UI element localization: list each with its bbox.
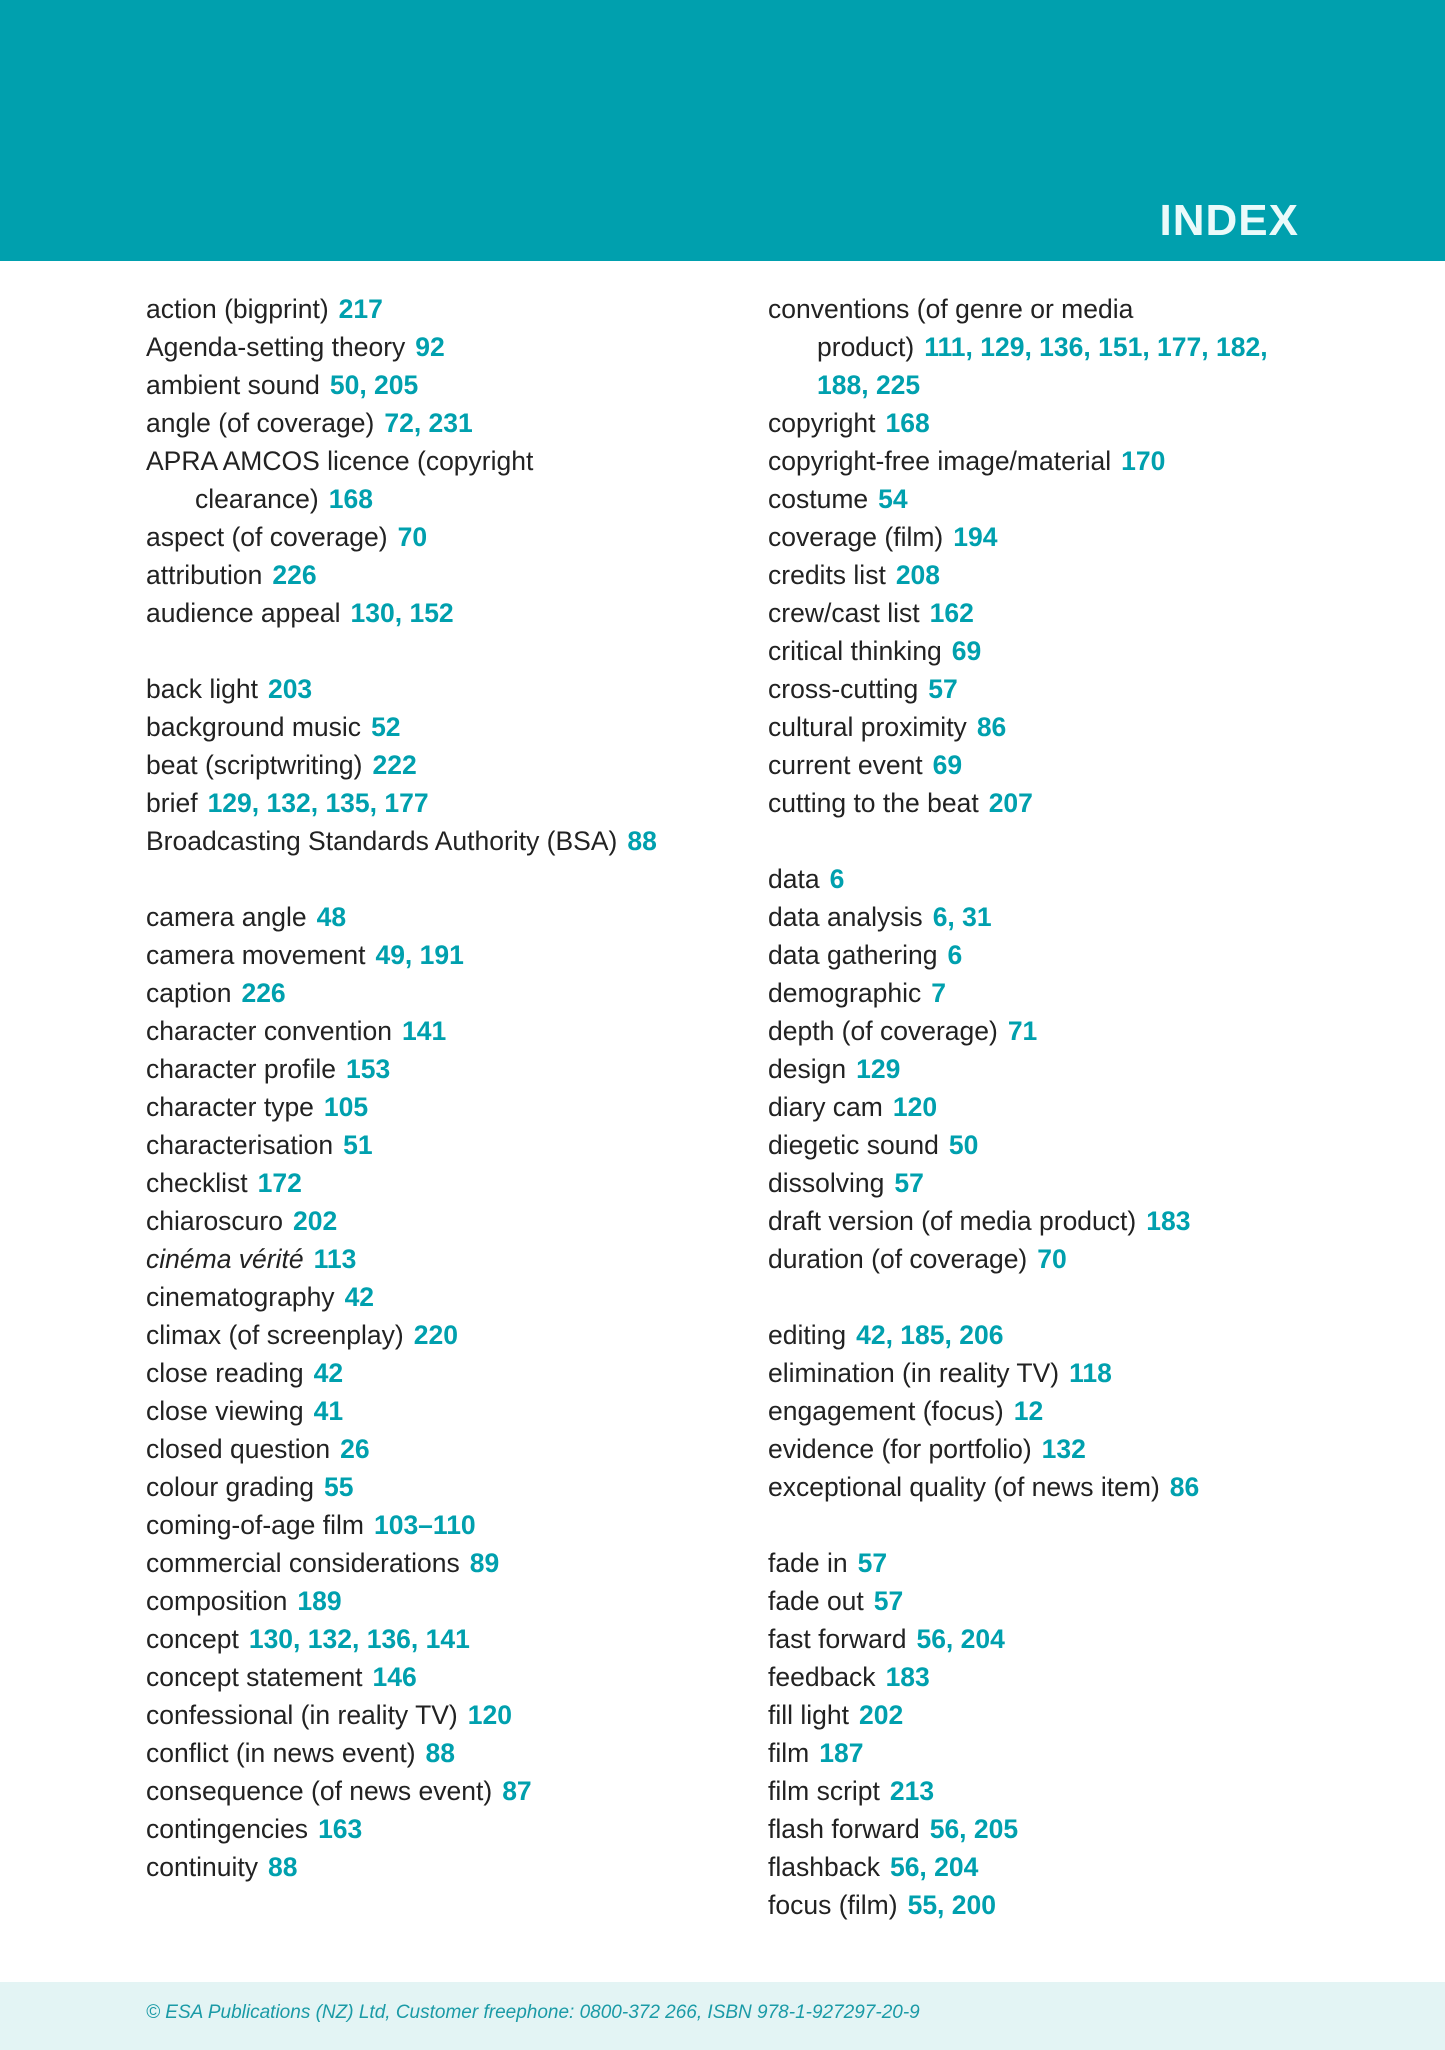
index-entry (146, 1544, 746, 1582)
index-term: confessional (in reality TV) (146, 1700, 458, 1730)
index-entry (146, 898, 746, 936)
index-entry (768, 1430, 1308, 1468)
index-entry (146, 366, 746, 404)
index-entry (768, 1848, 1308, 1886)
index-term: cross-cutting (768, 674, 919, 704)
index-entry (146, 1658, 746, 1696)
index-entry (146, 594, 746, 632)
index-term: coverage (film) (768, 522, 944, 552)
index-entry (146, 1696, 746, 1734)
index-term: close reading (146, 1358, 304, 1388)
page-references: 92 (415, 332, 445, 362)
index-term: contingencies (146, 1814, 309, 1844)
index-term: consequence (of news event) (146, 1776, 493, 1806)
index-term: costume (768, 484, 869, 514)
index-term: checklist (146, 1168, 248, 1198)
index-term: climax (of screenplay) (146, 1320, 404, 1350)
page-references: 6, 31 (932, 902, 992, 932)
page-references: 86 (976, 712, 1007, 742)
page-references: 203 (267, 674, 313, 704)
index-term: brief (146, 788, 198, 818)
index-entry (768, 1620, 1308, 1658)
index-term: beat (scriptwriting) (146, 750, 363, 780)
index-term: Broadcasting Standards Authority (BSA) (146, 826, 618, 856)
index-term: background music (146, 712, 362, 742)
index-term: colour grading (146, 1472, 314, 1502)
index-term: commercial considerations (146, 1548, 460, 1578)
index-term: close viewing (146, 1396, 304, 1426)
index-term: credits list (768, 560, 886, 590)
page-references: 70 (1037, 1244, 1067, 1274)
page-references: 146 (372, 1662, 417, 1692)
page-references: 26 (340, 1434, 370, 1464)
page-references: 130, 152 (350, 598, 454, 628)
page-references: 213 (889, 1776, 935, 1806)
index-entry (146, 746, 746, 784)
index-term: continuity (146, 1852, 258, 1882)
index-entry (768, 556, 1308, 594)
index-entry (768, 898, 1308, 936)
index-entry (146, 1202, 746, 1240)
page-references: 50, 205 (329, 370, 419, 400)
page-references: 49, 191 (375, 940, 464, 970)
index-entry (768, 1582, 1308, 1620)
index-letter-group (146, 290, 746, 632)
index-entry (768, 290, 1308, 404)
index-letter-group (768, 290, 1308, 822)
index-entry (768, 860, 1308, 898)
index-entry (146, 670, 746, 708)
page-references: 217 (338, 294, 383, 324)
page-references: 222 (372, 750, 417, 780)
page-references: 226 (241, 978, 286, 1008)
page-references: 207 (988, 788, 1033, 818)
index-term: concept statement (146, 1662, 363, 1692)
page-references: 56, 204 (916, 1624, 1005, 1654)
page-references: 6 (829, 864, 845, 894)
page-references: 57 (894, 1168, 924, 1198)
page-references: 42, 185, 206 (856, 1320, 1004, 1350)
index-term: attribution (146, 560, 263, 590)
page-references: 72, 231 (384, 408, 473, 438)
index-entry (146, 1126, 746, 1164)
index-entry (768, 708, 1308, 746)
index-entry (146, 1468, 746, 1506)
index-entry (768, 1392, 1308, 1430)
index-entry (768, 1126, 1308, 1164)
page-references: 88 (267, 1852, 298, 1882)
page-references: 88 (425, 1738, 456, 1768)
page-references: 42 (344, 1282, 375, 1312)
index-term: conventions (of genre or media (768, 294, 1134, 324)
page-references: 168 (328, 484, 373, 514)
index-column-left (146, 290, 746, 1924)
index-entry (768, 1240, 1308, 1278)
page-header (0, 0, 1445, 261)
index-entry (146, 1810, 746, 1848)
index-term: editing (768, 1320, 847, 1350)
page-references: 129 (856, 1054, 901, 1084)
index-term: diary cam (768, 1092, 883, 1122)
index-term: camera angle (146, 902, 307, 932)
page-references: 172 (257, 1168, 302, 1198)
index-term: action (bigprint) (146, 294, 329, 324)
index-entry (146, 974, 746, 1012)
page-footer (0, 1982, 1445, 2050)
index-letter-group (768, 1316, 1308, 1506)
index-term: back light (146, 674, 258, 704)
page-references: 202 (292, 1206, 338, 1236)
index-entry (768, 1088, 1308, 1126)
page-references: 103–110 (373, 1510, 476, 1540)
page-references: 52 (371, 712, 401, 742)
index-letter-group (146, 670, 746, 860)
index-letter-group (768, 1544, 1308, 1924)
page-references: 88 (627, 826, 657, 856)
page-references: 194 (953, 522, 998, 552)
index-term: camera movement (146, 940, 366, 970)
index-entry (146, 1392, 746, 1430)
index-term: character profile (146, 1054, 337, 1084)
page-references: 120 (892, 1092, 938, 1122)
index-entry (146, 708, 746, 746)
index-entry (768, 518, 1308, 556)
page-references: 41 (313, 1396, 344, 1426)
page-references: 226 (272, 560, 317, 590)
page-references: 69 (932, 750, 963, 780)
page-references: 56, 205 (929, 1814, 1019, 1844)
page-references: 86 (1169, 1472, 1200, 1502)
page-references: 141 (402, 1016, 447, 1046)
index-term: demographic (768, 978, 922, 1008)
page-references: 220 (413, 1320, 458, 1350)
index-term: flashback (768, 1852, 880, 1882)
page-references: 105 (323, 1092, 369, 1122)
index-term: feedback (768, 1662, 876, 1692)
index-entry (768, 1202, 1308, 1240)
index-term-continued: product) (817, 332, 915, 362)
index-entry (768, 784, 1308, 822)
page-references: 57 (928, 674, 958, 704)
page-references: 183 (885, 1662, 930, 1692)
page-references: 183 (1146, 1206, 1191, 1236)
index-term: copyright (768, 408, 876, 438)
index-term: design (768, 1054, 847, 1084)
index-entry (146, 442, 746, 518)
index-entry (146, 784, 746, 822)
index-entry (146, 1050, 746, 1088)
index-entry (146, 1582, 746, 1620)
page-references: 153 (346, 1054, 391, 1084)
index-term: fill light (768, 1700, 850, 1730)
index-term: caption (146, 978, 232, 1008)
index-entry (768, 1050, 1308, 1088)
index-letter-group (768, 860, 1308, 1278)
index-term: film script (768, 1776, 880, 1806)
page-references: 70 (397, 522, 428, 552)
page-references: 163 (318, 1814, 363, 1844)
page-references: 129, 132, 135, 177 (207, 788, 429, 818)
index-entry (146, 290, 746, 328)
index-entry (768, 746, 1308, 784)
page-references: 208 (895, 560, 941, 590)
index-term: data gathering (768, 940, 938, 970)
index-term: flash forward (768, 1814, 920, 1844)
index-entry (146, 1354, 746, 1392)
index-entry (146, 1164, 746, 1202)
index-term: evidence (for portfolio) (768, 1434, 1032, 1464)
index-term: composition (146, 1586, 288, 1616)
index-term: dissolving (768, 1168, 885, 1198)
index-term: character type (146, 1092, 314, 1122)
index-entry (146, 1316, 746, 1354)
index-term: data analysis (768, 902, 923, 932)
page-references: 111, 129, 136, 151, 177, 182, 188, 225 (817, 332, 1268, 400)
page-references: 56, 204 (889, 1852, 979, 1882)
index-entry (768, 1354, 1308, 1392)
index-entry (768, 1696, 1308, 1734)
page-references: 132 (1041, 1434, 1086, 1464)
page-references: 130, 132, 136, 141 (248, 1624, 470, 1654)
index-entry (768, 1164, 1308, 1202)
index-term: cinéma vérité (146, 1244, 304, 1274)
index-term: character convention (146, 1016, 393, 1046)
index-entry (768, 632, 1308, 670)
page-references: 57 (873, 1586, 904, 1616)
index-term: elimination (in reality TV) (768, 1358, 1060, 1388)
index-term: diegetic sound (768, 1130, 939, 1160)
index-entry (768, 442, 1308, 480)
index-term: focus (film) (768, 1890, 898, 1920)
index-entry (768, 1468, 1308, 1506)
index-term: exceptional quality (of news item) (768, 1472, 1160, 1502)
index-term: current event (768, 750, 923, 780)
index-entry (146, 1620, 746, 1658)
page-references: 12 (1013, 1396, 1044, 1426)
copyright-text: © ESA Publications (NZ) Ltd, Customer freephone: 0800-372 266, ISBN 978-1-927297-20-9 (146, 2002, 920, 2023)
index-entry (768, 1658, 1308, 1696)
index-term: draft version (of media product) (768, 1206, 1137, 1236)
index-term: angle (of coverage) (146, 408, 375, 438)
page-references: 48 (316, 902, 347, 932)
index-term: characterisation (146, 1130, 334, 1160)
index-term-continued: clearance) (195, 484, 319, 514)
index-entry (146, 1278, 746, 1316)
index-term: cinematography (146, 1282, 335, 1312)
page-references: 113 (313, 1244, 357, 1274)
page-references: 202 (859, 1700, 904, 1730)
index-term: data (768, 864, 820, 894)
index-entry (146, 1430, 746, 1468)
index-term: closed question (146, 1434, 331, 1464)
index-term: critical thinking (768, 636, 942, 666)
index-term: aspect (of coverage) (146, 522, 388, 552)
page-references: 54 (878, 484, 908, 514)
index-entry (768, 1012, 1308, 1050)
index-term: fast forward (768, 1624, 907, 1654)
page-references: 120 (467, 1700, 512, 1730)
index-entry (146, 1088, 746, 1126)
page-references: 55, 200 (907, 1890, 996, 1920)
page-references: 170 (1121, 446, 1166, 476)
index-entry (146, 936, 746, 974)
index-term: film (768, 1738, 810, 1768)
index-entry (146, 1848, 746, 1886)
index-entry (768, 1544, 1308, 1582)
page-references: 50 (948, 1130, 979, 1160)
index-entry (146, 556, 746, 594)
page-references: 42 (313, 1358, 344, 1388)
index-entry (768, 1316, 1308, 1354)
page-references: 57 (857, 1548, 888, 1578)
index-column-right (768, 290, 1308, 1962)
index-entry (146, 1012, 746, 1050)
index-entry (768, 1734, 1308, 1772)
page-references: 162 (929, 598, 974, 628)
index-term: conflict (in news event) (146, 1738, 416, 1768)
index-entry (768, 1886, 1308, 1924)
index-term: audience appeal (146, 598, 341, 628)
index-entry (146, 328, 746, 366)
page-references: 89 (469, 1548, 500, 1578)
page-references: 189 (297, 1586, 342, 1616)
page-title: INDEX (1159, 196, 1299, 245)
index-entry (768, 936, 1308, 974)
index-term: chiaroscuro (146, 1206, 283, 1236)
page-references: 87 (502, 1776, 532, 1806)
page-references: 118 (1069, 1358, 1112, 1388)
index-entry (768, 1810, 1308, 1848)
index-term: cutting to the beat (768, 788, 979, 818)
index-term: concept (146, 1624, 239, 1654)
index-entry (768, 480, 1308, 518)
index-entry (146, 822, 746, 860)
page-references: 71 (1007, 1016, 1038, 1046)
page-references: 69 (951, 636, 982, 666)
index-term: depth (of coverage) (768, 1016, 998, 1046)
index-entry (768, 974, 1308, 1012)
index-entry (768, 1772, 1308, 1810)
index-term: engagement (focus) (768, 1396, 1004, 1426)
index-term: fade out (768, 1586, 864, 1616)
index-entry (146, 1240, 746, 1278)
index-term: duration (of coverage) (768, 1244, 1028, 1274)
page-references: 7 (931, 978, 946, 1008)
page-references: 168 (885, 408, 930, 438)
index-letter-group (146, 898, 746, 1886)
index-term: copyright-free image/material (768, 446, 1112, 476)
index-term: crew/cast list (768, 598, 920, 628)
page-references: 51 (343, 1130, 373, 1160)
index-term: fade in (768, 1548, 848, 1578)
index-entry (146, 404, 746, 442)
page-references: 187 (819, 1738, 864, 1768)
index-entry (146, 1506, 746, 1544)
page-references: 6 (947, 940, 963, 970)
index-entry (146, 518, 746, 556)
index-entry (768, 594, 1308, 632)
index-entry (146, 1734, 746, 1772)
index-term: APRA AMCOS licence (copyright (146, 446, 534, 476)
index-entry (768, 404, 1308, 442)
index-term: ambient sound (146, 370, 320, 400)
index-term: Agenda-setting theory (146, 332, 406, 362)
index-term: cultural proximity (768, 712, 967, 742)
page-references: 55 (323, 1472, 354, 1502)
index-entry (768, 670, 1308, 708)
index-entry (146, 1772, 746, 1810)
index-term: coming-of-age film (146, 1510, 364, 1540)
